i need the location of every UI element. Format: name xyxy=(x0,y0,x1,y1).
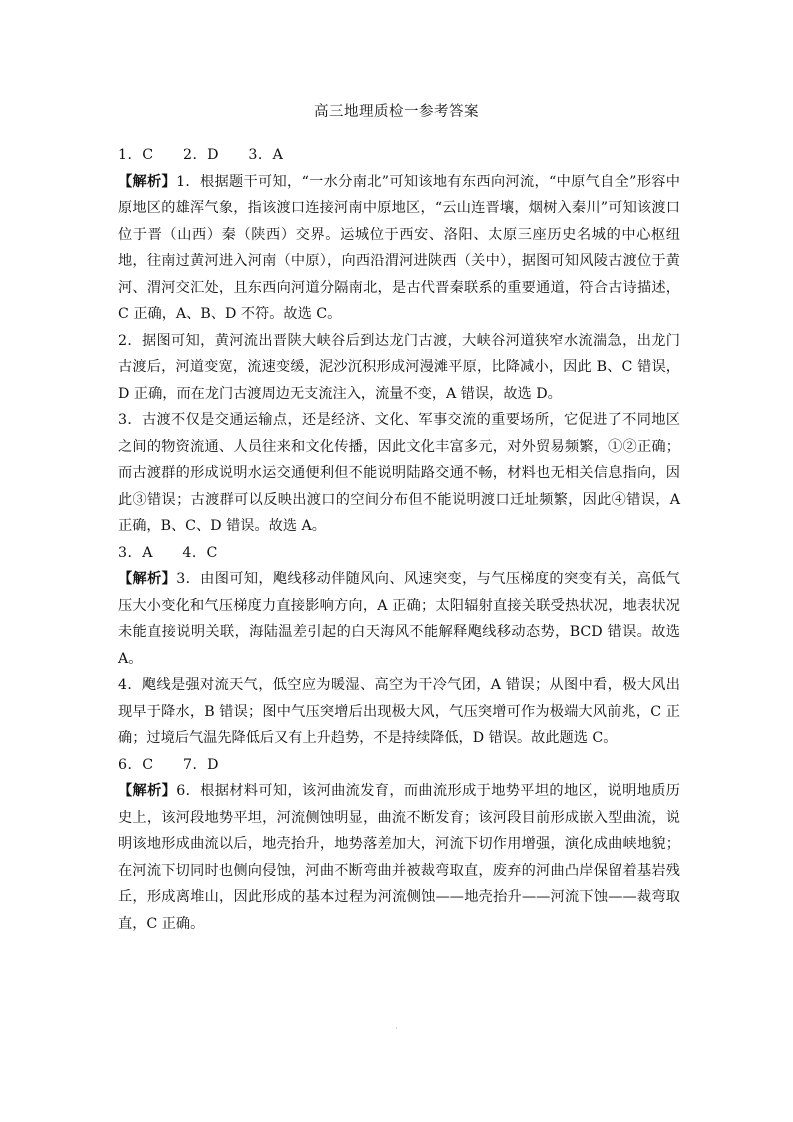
answer-line-2: 3．A 4．C xyxy=(118,544,218,561)
answer-content xyxy=(118,142,680,937)
analysis-label: 【解析】 xyxy=(118,783,177,799)
analysis-paragraph-1 xyxy=(118,169,680,328)
analysis-label: 【解析】 xyxy=(118,173,177,190)
analysis-paragraph-3 xyxy=(118,778,680,937)
answer-line-1: 1．C 2．D 3．A xyxy=(118,147,284,163)
explanation-paragraph-3: 3．古渡不仅是交通运输点，还是经济、文化、军事交流的重要场所，它促进了不同地区之间的物资流通、人员往来和文化传播，因此文化丰富多元，对外贸易频繁，①②正确；而古渡群的形成说明水运交通便利但不能说明陆路交通不畅，材料也无相关信息指向，因此③错误；古渡群可以反映出渡口的空间分布但不能说明渡口迁址频繁，因此④错误，A 正确，B、C、D 错误。故选 A。 xyxy=(118,412,680,534)
answer-line-3: 6．C 7．D xyxy=(118,756,220,773)
analysis-text: 1．根据题干可知，“一水分南北”可知该地有东西向河流，“中原气自全”形容中原地区的雄浑气象，指该渡口连接河南中原地区，“云山连晋壤，烟树入秦川”可知该渡口位于晋（山西）秦（陕西）交界。运城位于西安、洛阳、太原三座历史名城的中心枢纽地，往南过黄河进入河南（中原），向西沿渭河进陕西（关中），据图可知风陵古渡位于黄河、渭河交汇处，且东西向河道分隔南北，是古代晋秦联系的重要通道，符合古诗描述，C 正确，A、B、D 不符。故选 C。 xyxy=(118,173,680,322)
analysis-paragraph-2 xyxy=(118,566,680,672)
analysis-text: 3．由图可知，飑线移动伴随风向、风速突变，与气压梯度的突变有关，高低气压大小变化和气压梯度力直接影响方向，A 正确；太阳辐射直接关联受热状况，地表状况未能直接说明关联，海陆温差引起的白天海风不能解释飑线移动态势，BCD 错误。故选 A。 xyxy=(118,571,680,667)
explanation-paragraph-4: 4．飑线是强对流天气，低空应为暖湿、高空为干冷气团，A 错误；从图中看，极大风出现早于降水，B 错误；图中气压突增后出现极大风，气压突增可作为极端大风前兆，C 正确；过境后气温先降低后又有上升趋势，不是持续降低，D 错误。故此题选 C。 xyxy=(118,677,680,746)
analysis-label: 【解析】 xyxy=(118,571,177,587)
page-footer-mark: · xyxy=(395,1024,398,1033)
page-title: 高三地理质检一参考答案 xyxy=(314,104,479,120)
analysis-text: 6．根据材料可知，该河曲流发育，而曲流形成于地势平坦的地区，说明地质历史上，该河段地势平坦，河流侧蚀明显，曲流不断发育；该河段目前形成嵌入型曲流，说明该地形成曲流以后，地壳抬升，地势落差加大，河流下切作用增强，演化成曲峡地貌；在河流下切同时也侧向侵蚀，河曲不断弯曲并被裁弯取直，废弃的河曲凸岸保留着基岩残丘，形成离堆山，因此形成的基本过程为河流侧蚀——地壳抬升——河流下蚀——裁弯取直，C 正确。 xyxy=(118,783,680,932)
explanation-paragraph-2: 2．据图可知，黄河流出晋陕大峡谷后到达龙门古渡，大峡谷河道狭窄水流湍急，出龙门古渡后，河道变宽，流速变缓，泥沙沉积形成河漫滩平原，比降减小，因此 B、C 错误，D 正确，而在龙门古渡周边无支流注入，流量不变，A 错误，故选 D。 xyxy=(118,332,680,402)
